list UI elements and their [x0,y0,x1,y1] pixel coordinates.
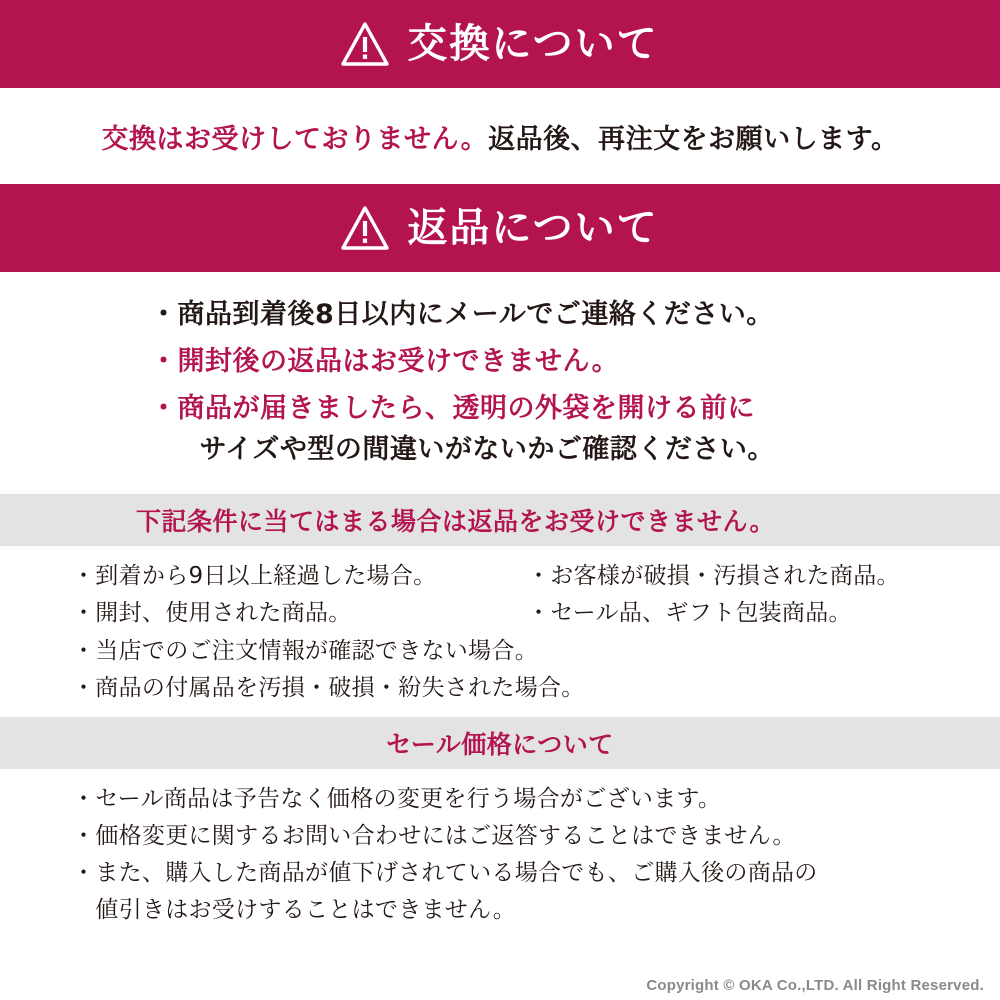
list-item: ・セール品、ギフト包装商品。 [527,600,852,627]
return-point-1: ・商品到着後8日以内にメールでご連絡ください。 [150,299,774,330]
conditions-heading-bar [0,494,1000,546]
list-item [150,294,1000,335]
sale-price-heading-bar [0,717,1000,769]
exchange-note-block [0,88,1000,184]
sale-price-heading: セール価格について [386,730,614,760]
list-item: ・当店でのご注文情報が確認できない場合。 [72,637,538,664]
list-item [150,341,1000,382]
list-item: ・開封、使用された商品。 [72,600,352,627]
list-item: ・到着から9日以上経過した場合。 [72,563,437,590]
return-points-list [0,294,1000,470]
sale-price-block [0,769,1000,1000]
warning-triangle-icon [341,206,389,250]
conditions-block [0,546,1000,717]
list-item: ・商品の付属品を汚損・破損・紛失された場合。 [72,674,585,701]
conditions-heading: 下記条件に当てはまる場合は返品をお受けできません。 [136,507,776,537]
list-item: 値引きはお受けすることはできません。 [72,896,517,923]
return-point-4: サイズや型の間違いがないかご確認ください。 [172,434,775,466]
return-points-block [0,272,1000,494]
exchange-title: 交換について [407,21,659,67]
list-item: ・お客様が破損・汚損された商品。 [527,563,900,590]
conditions-grid [0,558,1000,707]
return-point-3: ・商品が届きましたら、透明の外袋を開ける前に [150,393,755,425]
exchange-note-text [102,117,899,156]
list-item: ・また、購入した商品が値下げされている場合でも、ご購入後の商品の [72,859,818,886]
warning-triangle-icon [341,22,389,66]
exchange-note-rest: 返品後、再注文をお願いします。 [488,123,899,155]
return-point-2: ・開封後の返品はお受けできません。 [150,346,620,378]
sale-price-list [0,781,1000,928]
list-item: ・価格変更に関するお問い合わせにはご返答することはできません。 [72,822,796,849]
copyright-text: Copyright © OKA Co.,LTD. All Right Reserved. [646,977,984,994]
list-item [150,388,1000,470]
return-title: 返品について [407,205,659,251]
return-header-band [0,184,1000,272]
list-item: ・セール商品は予告なく価格の変更を行う場合がございます。 [72,786,722,813]
exchange-header-band [0,0,1000,88]
exchange-note-lead: 交換はお受けしておりません。 [101,123,489,155]
